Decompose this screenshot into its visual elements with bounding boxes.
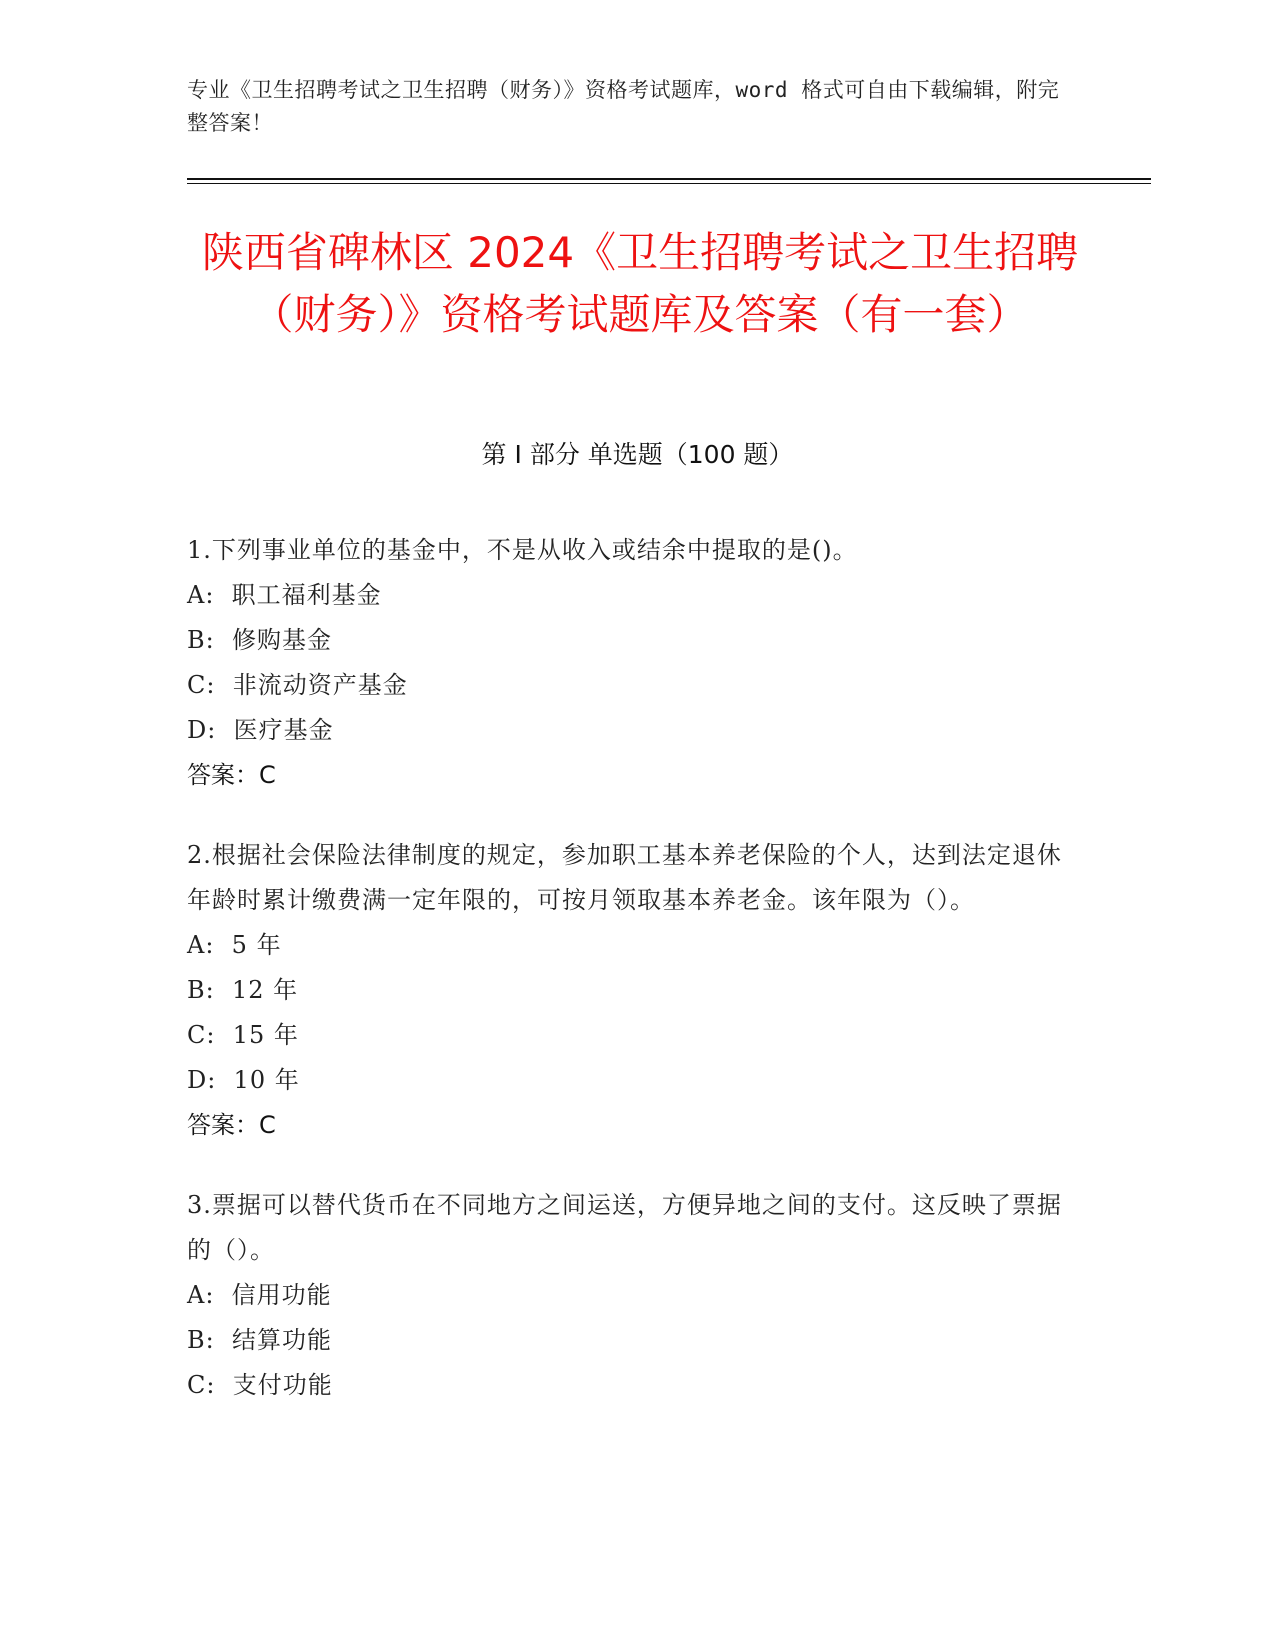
option-c: C: 15 年 [187,1021,299,1049]
question-stem: 3.票据可以替代货币在不同地方之间运送，方便异地之间的支付。这反映了票据的（）。 [187,1191,1062,1264]
option-b: B: 结算功能 [187,1326,332,1354]
option-a: A: 职工福利基金 [187,581,382,609]
option-d: D: 医疗基金 [187,716,334,744]
question-1 [187,528,1067,798]
option-c: C: 支付功能 [187,1371,333,1399]
option-b: B: 修购基金 [187,626,332,654]
section-title: 第 I 部分 单选题（100 题） [481,440,794,469]
option-d: D: 10 年 [187,1066,300,1094]
answer: 答案：C [187,761,276,789]
question-stem: 1.下列事业单位的基金中，不是从收入或结余中提取的是()。 [187,536,858,564]
header-rule-thick [187,178,1151,180]
question-stem: 2.根据社会保险法律制度的规定，参加职工基本养老保险的个人，达到法定退休年龄时累计缴费满一定年限的，可按月领取基本养老金。该年限为（）。 [187,841,1062,914]
question-3 [187,1183,1067,1408]
option-c: C: 非流动资产基金 [187,671,408,699]
option-a: A: 信用功能 [187,1281,332,1309]
answer: 答案：C [187,1111,276,1139]
option-b: B: 12 年 [187,976,299,1004]
question-list [187,528,1067,1443]
document-title: 陕西省碑林区 2024《卫生招聘考试之卫生招聘（财务）》资格考试题库及答案（有一套） [201,228,1079,339]
question-2 [187,833,1067,1148]
header-note: 专业《卫生招聘考试之卫生招聘（财务）》资格考试题库，word 格式可自由下载编辑，附完整答案！ [187,78,1060,135]
header-rule-thin [187,183,1151,184]
option-a: A: 5 年 [187,931,282,959]
